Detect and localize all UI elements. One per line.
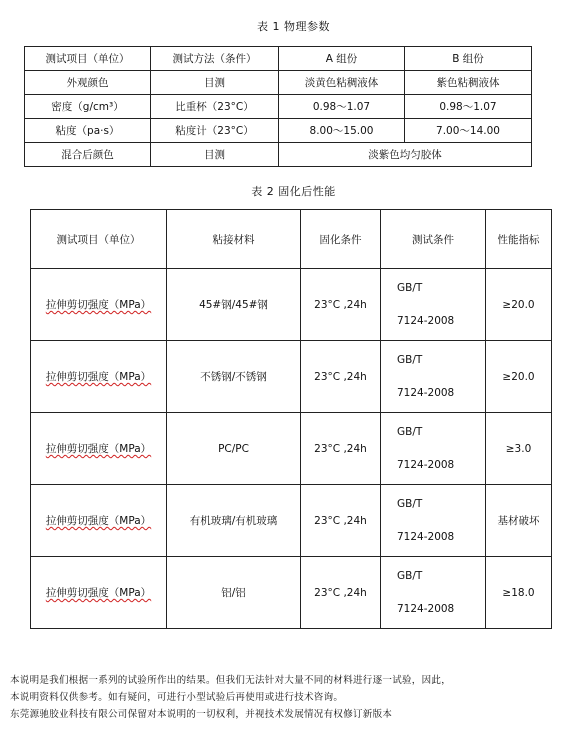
table-cell: 淡黄色粘稠液体 xyxy=(279,71,405,95)
table-cell: 不锈钢/不锈钢 xyxy=(167,341,301,413)
copyright-line: 东莞源驰胶业科技有限公司保留对本说明的一切权利，并视技术发展情况有权修订新版本 xyxy=(10,709,393,720)
std-number: 7124-2008 xyxy=(397,314,455,327)
std-code: GB/T xyxy=(397,281,423,294)
test-item-label: 拉伸剪切强度（MPa） xyxy=(45,443,152,455)
table-cell: ≥18.0 xyxy=(486,557,552,629)
header-cell: B 组份 xyxy=(405,47,532,71)
test-item-label: 拉伸剪切强度（MPa） xyxy=(45,515,152,527)
table-header-row xyxy=(25,47,532,71)
header-cell: 测试条件 xyxy=(381,210,486,269)
table-cell: 23°C ,24h xyxy=(301,413,381,485)
table-cell: 有机玻璃/有机玻璃 xyxy=(167,485,301,557)
std-number: 7124-2008 xyxy=(397,530,455,543)
table-cell: 目测 xyxy=(151,143,279,167)
table-cell xyxy=(381,341,486,413)
table-row xyxy=(31,341,552,413)
cured-performance-table xyxy=(30,209,552,629)
table-cell: 密度（g/cm³） xyxy=(25,95,151,119)
table-cell: 铝/铝 xyxy=(167,557,301,629)
table-cell: 比重杯（23°C） xyxy=(151,95,279,119)
table-row xyxy=(25,71,532,95)
std-number: 7124-2008 xyxy=(397,602,455,615)
table-row xyxy=(25,95,532,119)
std-code: GB/T xyxy=(397,569,423,582)
table-cell: 7.00～14.00 xyxy=(405,119,532,143)
table-cell: 外观颜色 xyxy=(25,71,151,95)
table-cell xyxy=(381,269,486,341)
test-item-label: 拉伸剪切强度（MPa） xyxy=(45,371,152,383)
table-row xyxy=(31,269,552,341)
table-cell: 23°C ,24h xyxy=(301,341,381,413)
table-cell: 23°C ,24h xyxy=(301,269,381,341)
std-code: GB/T xyxy=(397,497,423,510)
table-row xyxy=(31,557,552,629)
table-cell: 0.98～1.07 xyxy=(405,95,532,119)
table-row xyxy=(31,413,552,485)
table-cell xyxy=(31,557,167,629)
table-cell xyxy=(31,341,167,413)
table-cell: ≥3.0 xyxy=(486,413,552,485)
table1-caption: 表 1 物理参数 xyxy=(257,20,330,33)
table-header-row xyxy=(31,210,552,269)
table-cell: 8.00～15.00 xyxy=(279,119,405,143)
table-row xyxy=(31,485,552,557)
disclaimer-line: 本说明是我们根据一系列的试验所作出的结果。但我们无法针对大量不同的材料进行逐一试验，因此， xyxy=(10,675,452,686)
disclaimer-line: 本说明资料仅供参考。如有疑问，可进行小型试验后再使用或进行技术咨询。 xyxy=(10,692,344,703)
std-code: GB/T xyxy=(397,353,423,366)
test-item-label: 拉伸剪切强度（MPa） xyxy=(45,587,152,599)
table-cell: 粘度（pa·s） xyxy=(25,119,151,143)
header-cell: 测试方法（条件） xyxy=(151,47,279,71)
header-cell: 固化条件 xyxy=(301,210,381,269)
table2-caption: 表 2 固化后性能 xyxy=(251,185,336,198)
header-cell: 粘接材料 xyxy=(167,210,301,269)
table-cell xyxy=(31,269,167,341)
table-cell: 23°C ,24h xyxy=(301,485,381,557)
table-cell: 紫色粘稠液体 xyxy=(405,71,532,95)
table-cell xyxy=(381,485,486,557)
table-cell: PC/PC xyxy=(167,413,301,485)
header-cell: 测试项目（单位） xyxy=(25,47,151,71)
std-code: GB/T xyxy=(397,425,423,438)
table-cell: 0.98～1.07 xyxy=(279,95,405,119)
table-cell xyxy=(31,485,167,557)
header-cell: A 组份 xyxy=(279,47,405,71)
header-cell: 性能指标 xyxy=(486,210,552,269)
table-cell xyxy=(381,557,486,629)
table-cell: 基材破坏 xyxy=(486,485,552,557)
std-number: 7124-2008 xyxy=(397,386,455,399)
table-cell: 淡紫色均匀胶体 xyxy=(279,143,532,167)
table-cell: ≥20.0 xyxy=(486,269,552,341)
table-cell: 目测 xyxy=(151,71,279,95)
physical-parameters-table xyxy=(24,46,532,167)
table-cell: ≥20.0 xyxy=(486,341,552,413)
table-cell xyxy=(31,413,167,485)
table-cell: 45#钢/45#钢 xyxy=(167,269,301,341)
table-cell xyxy=(381,413,486,485)
table-row xyxy=(25,119,532,143)
std-number: 7124-2008 xyxy=(397,458,455,471)
table-cell: 23°C ,24h xyxy=(301,557,381,629)
header-cell: 测试项目（单位） xyxy=(31,210,167,269)
table-row xyxy=(25,143,532,167)
table-cell: 粘度计（23°C） xyxy=(151,119,279,143)
table-cell: 混合后颜色 xyxy=(25,143,151,167)
test-item-label: 拉伸剪切强度（MPa） xyxy=(45,299,152,311)
